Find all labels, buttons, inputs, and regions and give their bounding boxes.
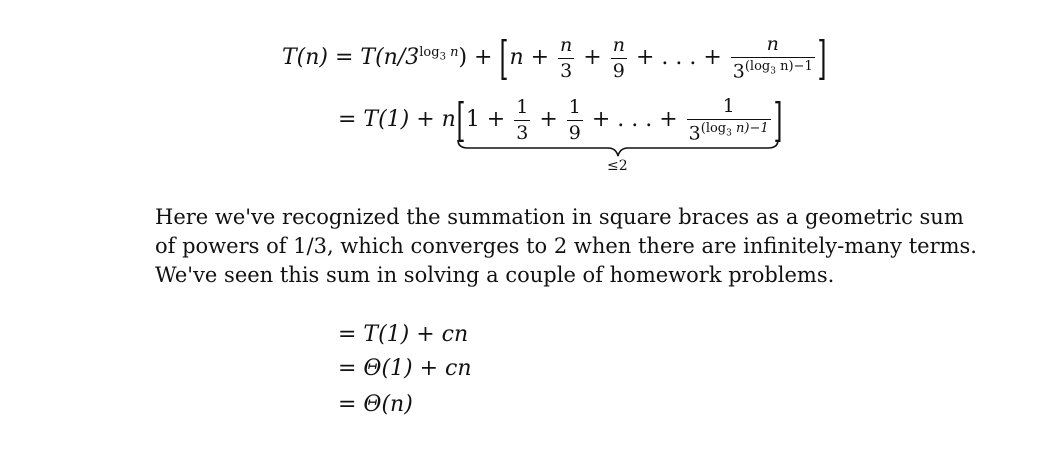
eq1-frac2-num: n [611, 35, 627, 59]
eq1-frac3-den-exp-rest: n)−1 [775, 58, 813, 74]
eq1-frac3-den-exp-sub: 3 [770, 66, 776, 77]
eq2-plus1: + [532, 107, 565, 133]
eq2-frac3-den-exp-rest: n)−1 [731, 120, 769, 136]
equation-line-2 [338, 93, 783, 148]
result-line-3: = Θ(n) [338, 392, 413, 417]
eq2-frac1-num: 1 [514, 97, 530, 121]
eq1-lhs: T(n) = T(n/3 [282, 45, 420, 71]
eq1-frac3-den-base: 3 [732, 60, 745, 83]
eq2-frac3-den-exp: (log [700, 120, 727, 136]
eq2-right-bracket: ] [773, 93, 783, 148]
eq1-frac1-den: 3 [560, 59, 573, 82]
eq1-exp-log: log [419, 44, 440, 60]
eq1-exp-sub: 3 [439, 51, 446, 63]
result-line-2: = Θ(1) + cn [338, 356, 472, 381]
eq2-left-bracket: [ [456, 93, 466, 148]
eq1-inner-start: n + [509, 45, 557, 71]
eq1-after: ) + [458, 45, 500, 71]
eq2-frac2-den: 9 [568, 121, 581, 144]
eq2-dots: + . . . + [584, 107, 685, 133]
eq2-eq: = T(1) + n [338, 107, 456, 133]
eq1-frac-n-3 [558, 35, 574, 82]
equation-line-1 [282, 31, 827, 86]
underbrace-label: ≤2 [607, 158, 628, 174]
eq1-frac2-den: 9 [612, 59, 625, 82]
eq2-frac-1-3 [514, 97, 530, 144]
eq2-frac1-den: 3 [516, 121, 529, 144]
eq1-frac3-num: n [731, 34, 815, 58]
eq1-exp-var: n [445, 44, 459, 60]
eq2-frac3-den-base: 3 [688, 122, 701, 145]
eq1-dots: + . . . + [628, 45, 729, 71]
eq1-frac3-den [731, 58, 815, 82]
eq1-plus1: + [576, 45, 609, 71]
explanation-paragraph: Here we've recognized the summation in square braces as a geometric sum of powers of 1/3, which converges to 2 when there are infinitely-many terms. We've seen this sum in solving a couple of homework problems. [155, 205, 977, 287]
eq2-frac3-den [687, 120, 771, 144]
eq2-frac3-den-exp-sub: 3 [726, 128, 732, 139]
eq2-frac-1-9 [567, 97, 583, 144]
eq2-inner-start: 1 + [465, 107, 513, 133]
eq1-frac1-num: n [558, 35, 574, 59]
result-line-1: = T(1) + cn [338, 322, 469, 347]
eq1-frac-n-9 [611, 35, 627, 82]
eq1-left-bracket: [ [499, 31, 509, 86]
eq2-frac2-num: 1 [567, 97, 583, 121]
eq2-frac3-num: 1 [687, 96, 771, 120]
eq2-frac-1-3pow [687, 96, 771, 144]
eq1-frac-n-3pow [731, 34, 815, 82]
eq1-right-bracket: ] [817, 31, 827, 86]
eq1-frac3-den-exp: (log [744, 58, 771, 74]
